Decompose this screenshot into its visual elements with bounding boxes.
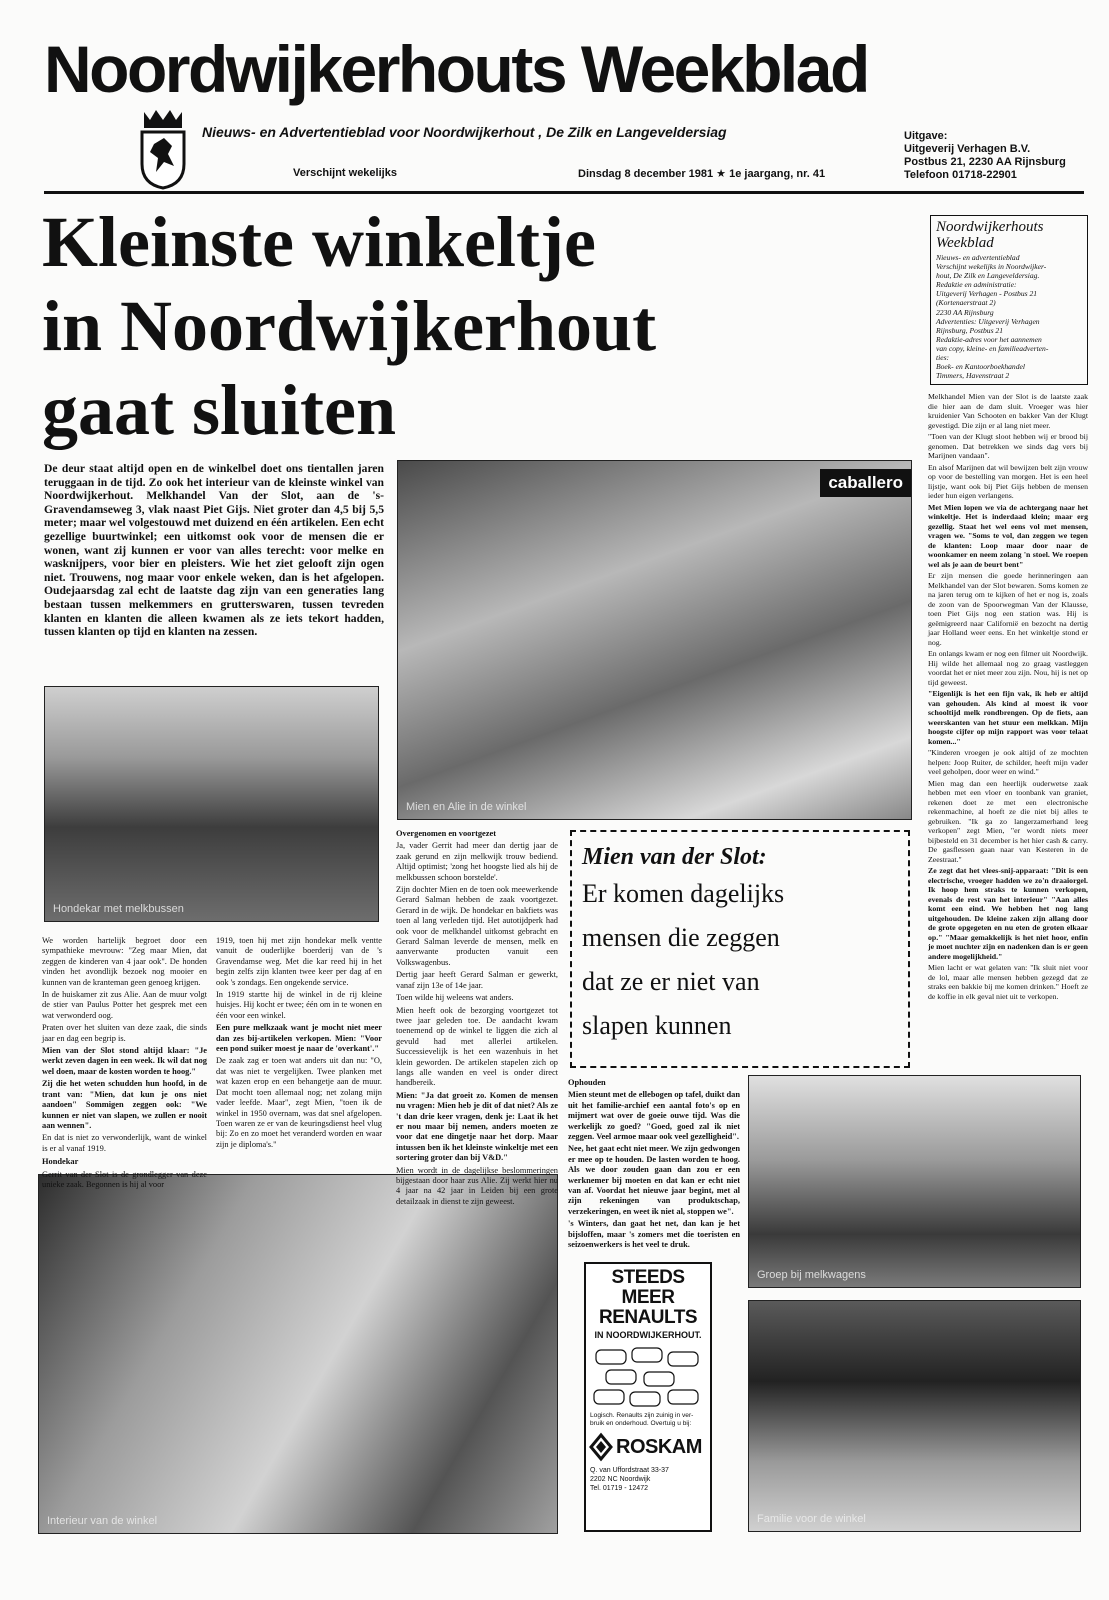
paragraph: Praten over het sluiten van deze zaak, die sinds jaar en dag een begrip is.	[42, 1023, 207, 1043]
cars-illustration-icon	[592, 1344, 704, 1410]
photo-shop-interior	[38, 1174, 558, 1534]
colophon-title	[936, 219, 1082, 251]
colophon-line: Advertenties: Uitgeverij Verhagen	[936, 316, 1040, 326]
paragraph: Toen wilde hij weleens wat anders.	[396, 993, 514, 1003]
paragraph: Mien: "Ja dat groeit zo. Komen de mensen nu vragen: Mien heb je dit of dat niet? Als ze 't dan drie keer vragen, denk je: Laat ik het er nou maar bij nemen, anders moeten ze voor dat ene dingetje naar het dorp. Maar intussen ben ik het kleinste winkeltje met een sortering groter dan bij V&D."	[396, 1090, 558, 1163]
masthead-subtitle: Nieuws- en Advertentieblad voor Noordwijkerhout , De Zilk en Langeveldersiag	[202, 124, 727, 140]
ad-address	[590, 1466, 706, 1493]
masthead-rule	[44, 191, 1084, 194]
ad-headline	[590, 1268, 706, 1328]
section-heading: Ophouden	[568, 1078, 606, 1087]
paragraph: 's Winters, dan gaat het net, dan kan je het bijsloffen, maar 's zomers met die toeristen en seizoenwerkers is het veel te druk.	[568, 1219, 740, 1250]
paragraph: En onlangs kwam er nog een filmer uit Noordwijk. Hij wilde het allemaal nog zo graag vastleggen voordat het er niet meer zou zijn. Nou, hij is net op tijd geweest.	[928, 649, 1088, 687]
photo-caption: Mien en Alie in de winkel	[406, 801, 527, 813]
paragraph: Er zijn mensen die goede herinneringen aan Melkhandel van der Slot bewaren. Soms komen ze na jaren terug om te kijken of het er nog is, zoals de zoon van de Spoorwegman Van der Klausse, toen Piet Gijs nog een station was. Hij is geëmigreerd naar Californië en bezocht na dertig jaar Holland weer eens. En het winkeltje stond er nog.	[928, 571, 1088, 647]
ad-headline-line: MEER	[621, 1287, 675, 1308]
masthead-title: Noordwijkerhouts Weekblad	[44, 32, 868, 106]
paragraph: Zijn dochter Mien en de toen ook meewerkende Gerard Salman hebben de zaak voortgezet. Gerard in de wijk. De hondekar en bakfiets was toen al lang verleden tijd. Het autotijdperk had ook voor de melkhandel uitkomst gebracht en Gerard Salman leverde de mensen, melk en aanverwante producten vanuit een Volkswagenbus.	[396, 885, 558, 967]
ad-subline: IN NOORDWIJKERHOUT.	[594, 1330, 702, 1340]
publisher-line: Postbus 21, 2230 AA Rijnsburg	[904, 156, 1066, 168]
lead-paragraph: De deur staat altijd open en de winkelbel doet ons tientallen jaren teruggaan in de tijd. Zo ook het interieur van de kleinste winkel van Noordwijkerhout. Melkhandel Van der Slot, aan de 's-Gravendamseweg 3, vlak naast Piet Gijs. Niet groter dan 4,5 bij 5,5 meter; maar wel volgestouwd met duizend en één artikelen. Een echt gezellige buurtwinkel; een uitkomst ook voor de mensen die er wonen, want zij kunnen er voor van alles terecht: voor melke en wasknijpers, voor bier en pleisters. Wie het ziet gelooft zijn ogen niet. Trouwens, nog maar voor enkele weken, dan is het afgelopen. Oudejaarsdag zal echt de laatste dag zijn van een generaties lang bestaan tussen melkemmers en grutterswaren, tussen tevreden klanten en klanten die alleen kwamen als ze iets tekort hadden, tussen klanten op tijd en klanten na zessen.	[44, 462, 384, 639]
paragraph: Mien steunt met de ellebogen op tafel, duikt dan uit het familie-archief een aantal foto's op en mijmert wat over de goeie ouwe tijd. Was die werkelijk zo goed? "Goed, goed zal ik niet zeggen. Veel armoe maar ook veel gezelligheid".	[568, 1090, 740, 1142]
column-ophouden	[568, 1075, 740, 1255]
colophon-line: Timmers, Havenstraat 2	[936, 371, 1010, 381]
masthead-frequency: Verschijnt wekelijks	[293, 167, 397, 179]
paragraph: In de huiskamer zit zus Alie. Aan de muur volgt de stier van Paulus Potter het gesprek met een wat verwonderd oog.	[42, 990, 207, 1020]
ad-headline-line: STEEDS	[611, 1267, 685, 1288]
paragraph: Mien heeft ook de bezorging voortgezet tot twee jaar geleden toe. De aandacht kwam toenemend op de winkel te liggen die zich al gevuld had met allerlei artikelen. Successievelijk is het een wazenhuis in het klein geworden. De artikelen stapelen zich op langs alle wanden en veel is onder direct handbereik.	[396, 1005, 558, 1088]
colophon-line: Verschijnt wekelijks in Noordwijker-	[936, 262, 1047, 272]
masthead-publisher	[904, 130, 1104, 186]
ad-dealer: ROSKAM	[616, 1435, 702, 1458]
colophon-line: Redaktie-adres voor het aannemen	[936, 334, 1042, 344]
section-heading: Hondekar	[42, 1157, 79, 1167]
colophon-box	[930, 215, 1088, 385]
right-column	[928, 392, 1088, 1070]
paragraph: In 1919 startte hij de winkel in de rij kleine huisjes. Hij kocht er twee; één om in te wonen en één voor een winkel.	[216, 990, 382, 1020]
paragraph: We worden hartelijk begroet door een sympathieke mevrouw: "Zeg maar Mien, dat zeggen de kinderen van 4 jaar ook". De honden vinden het avondlijk bezoek nog mooier en kunnen van de kranteman geen genoeg krijgen.	[42, 936, 207, 987]
section-heading: Overgenomen en voortgezet	[396, 829, 496, 838]
ad-address-line: Tel. 01719 - 12472	[590, 1485, 648, 1492]
column-center	[396, 826, 558, 1206]
quote-box	[570, 830, 910, 1068]
colophon-line: hout, De Zilk en Langeveldersiag.	[936, 271, 1040, 281]
publisher-line: Uitgave:	[904, 130, 948, 142]
paragraph: De zaak zag er toen wat anders uit dan nu: "O, dat was niet te vergelijken. Twee planken met wat kazen erop en een behangetje aan de muur. Dat mocht toen allemaal nog; net zolang mijn vader leefde. Maar", zegt Mien, "toen ik de winkel in 1950 overnam, was dat snel afgelopen. Toen waren ze er van de keuringsdienst heel vlug bij: Zo en zo moet het veranderd worden en waar zijn je diploma's."	[216, 1056, 382, 1149]
quote-line: Er komen dagelijks	[582, 879, 785, 908]
paragraph: Ze zegt dat het vlees-snij-apparaat: "Dit is een electrische, vroeger hadden we zo'n draaiorgel. Ik hoop hem straks te kunnen verkopen, evenals de rest van het interieur" "Aan alles komt een eind. We hebben het nog lang uitgehouden. De kleine zaken zijn allang door de grote opgegeten en nu eten de groten elkaar op." "Maar gemakkelijk is het niet hoor, enfin je moet nuchter zijn en nadenken dan is er geen andere mogelijkheid."	[928, 866, 1088, 961]
colophon-lines	[936, 253, 1082, 380]
paragraph: Melkhandel Mien van der Slot is de laatste zaak die hier aan de dam sluit. Vroeger was hier kruidenier Van Schooten en bakker Van der Klugt gevestigd. Die zijn er al lang niet meer.	[928, 392, 1088, 430]
headline-line: Kleinste winkeltje	[42, 202, 596, 282]
ad-body-line: bruik en onderhoud. Overtuig u bij:	[590, 1420, 692, 1427]
paragraph: Nee, het gaat echt niet meer. We zijn gedwongen er mee op te houden. De lasten worden te hoog. Als we door zouden gaan dan zou er een werknemer bij moeten en dat kan er echt niet van af. Voordat het nieuwe jaar begint, met al zijn rekeningen van produktschap, verzekeringen, en weet ik niet al, stoppen we".	[568, 1144, 740, 1216]
renault-advertisement	[584, 1262, 712, 1532]
paragraph: Mien lacht er wat gelaten van: "Ik sluit niet voor de lol, maar alle mensen hebben gezegd dat ze straks een bakkie bij me komen drinken." Hoeft ze de koffie in elk geval niet uit te verkopen.	[928, 963, 1088, 1001]
quote-line: mensen die zeggen	[582, 923, 780, 952]
paragraph: Gerrit van der Slot is de grondlegger van deze unieke zaak. Begonnen is hij al voor	[42, 1169, 207, 1189]
colophon-title-line: Weekblad	[936, 235, 994, 251]
ad-body	[590, 1412, 706, 1428]
quote-line: slapen kunnen	[582, 1011, 732, 1040]
headline-line: in Noordwijkerhout	[42, 286, 657, 366]
headline	[42, 200, 902, 455]
publisher-line: Uitgeverij Verhagen B.V.	[904, 143, 1031, 155]
colophon-line: 2230 AA Rijnsburg	[936, 307, 994, 317]
paragraph: En alsof Marijnen dat wil bewijzen belt zijn vrouw op voor de bestelling van morgen. Het is een heel lijstje, want ook bij Piet Gijs hebben de mensen ieder hun eigen verlangens.	[928, 462, 1088, 500]
ad-headline-line: RENAULTS	[598, 1307, 698, 1328]
headline-line: gaat sluiten	[42, 370, 397, 450]
photo-hondekar	[44, 686, 379, 922]
colophon-line: ties:	[936, 353, 950, 363]
renault-logo-icon	[590, 1434, 612, 1460]
shop-sign: caballero	[820, 469, 911, 497]
paragraph: 1919, toen hij met zijn hondekar melk ventte vanuit de ouderlijke boerderij van de 's Gravendamse weg. Met die kar reed hij in het begin zelfs zijn klanten twee keer per dag af en ook 's zondags. Een ongekende service.	[216, 936, 382, 987]
paragraph: Een pure melkzaak want je mocht niet meer dan zes bij-artikelen verkopen. Mien: "Voor een pond suiker moest je naar de 'overkant'."	[216, 1023, 382, 1054]
colophon-line: Rijnsburg, Postbus 21	[936, 325, 1004, 335]
paragraph: "Eigenlijk is het een fijn vak, ik heb er altijd van gehouden. Als kind al moest ik voor schooltijd melk rondbrengen. Op de fiets, aan weerskanten van het stuur een melkkan. Mijn hoogste cijfer op mijn rapport was voor telaat komen..."	[928, 689, 1088, 746]
photo-caption: Familie voor de winkel	[757, 1513, 866, 1525]
colophon-line: Uitgeverij Verhagen - Postbus 21	[936, 289, 1038, 299]
photo-caption: Groep bij melkwagens	[757, 1269, 866, 1281]
publisher-line: Telefoon 01718-22901	[904, 169, 1017, 181]
photo-mien-and-alie	[397, 460, 912, 820]
colophon-line: (Kortenaerstraat 2)	[936, 298, 996, 308]
photo-caption: Hondekar met melkbussen	[53, 903, 184, 915]
paragraph: Dertig jaar heeft Gerard Salman er gewerkt, vanaf zijn 13e of 14e jaar.	[396, 970, 558, 990]
colophon-line: Boek- en Kantoorboekhandel	[936, 362, 1025, 372]
paragraph: Mien mag dan een heerlijk ouderwetse zaak hebben met een vloer en toonbank van graniet, rekenen doet ze met een electronische rekenmachine, al hoeft ze die niet bij alles te gebruiken. "Ik ga zo langerzamerhand leeg verkopen" zegt Mien, "er wordt niets meer bijbesteld en 31 december is het hier cash & carry. De gasflessen gaan naar van Kesteren in de Zeestraat."	[928, 778, 1088, 864]
paragraph: Zij die het weten schudden hun hoofd, in de trant van: "Mien, dat kun je ons niet aandoen" Sommigen zeggen ook: "We kunnen er niet van slapen, we zullen er nooit aan wennen".	[42, 1079, 207, 1130]
photo-family-storefront	[748, 1300, 1081, 1532]
paragraph: Met Mien lopen we via de achtergang naar het winkeltje. Het is inderdaad klein; maar erg gezellig. Staat het wel eens vol met mensen, vragen we. "Soms te vol, dan zeggen we tegen de klanten: Loop maar door naar de woonkamer en neem zolang 'n stoel. We roepen wel als je aan de beurt bent"	[928, 502, 1088, 569]
colophon-line: Redaktie en administratie:	[936, 280, 1017, 290]
colophon-line: van copy, kleine- en familieadverten-	[936, 343, 1049, 353]
paragraph: "Kinderen vroegen je ook altijd of ze mochten helpen: Joop Ruiter, de schilder, heeft mijn vader veel geholpen, door weer en wind."	[928, 748, 1088, 776]
photo-caption: Interieur van de winkel	[47, 1515, 158, 1527]
paragraph: "Toen van der Klugt sloot hebben wij er brood bij genomen. Dat betrekken we sinds dag vers bij Marijnen vandaan".	[928, 432, 1088, 460]
quote-title: Mien van der Slot:	[582, 844, 767, 870]
photo-group-milk-carts	[748, 1075, 1081, 1288]
paragraph: En dat is niet zo verwonderlijk, want de winkel is er al vanaf 1919.	[42, 1133, 207, 1153]
ad-address-line: 2202 NC Noordwijk	[590, 1476, 651, 1483]
paragraph: Mien wordt in de dagelijkse beslommeringen bijgestaan door haar zus Alie. Zij werkt hier nu 4 jaar na 42 jaar in Leiden bij een grote detailzaak in dienst te zijn geweest.	[396, 1165, 558, 1206]
paragraph: Mien van der Slot stond altijd klaar: "Je werkt zeven dagen in een week. Ik wil dat nog wel doen, maar de kosten worden te hoog."	[42, 1046, 207, 1076]
coat-of-arms-icon	[138, 108, 188, 190]
ad-body-line: Logisch. Renaults zijn zuinig in ver-	[590, 1412, 694, 1419]
masthead-issue: Dinsdag 8 december 1981 ★ 1e jaargang, nr. 41	[578, 168, 826, 180]
column-middle	[216, 936, 382, 1172]
ad-address-line: Q. van Uffordstraat 33-37	[590, 1467, 669, 1474]
paragraph: Ja, vader Gerrit had meer dan dertig jaar de zaak gerund en zijn melkwijk trouw bediend. Altijd optimist; 'zong het hoogste lied als hij de melkbussen schoon borstelde'.	[396, 841, 558, 882]
colophon-title-line: Noordwijkerhouts	[936, 219, 1044, 235]
colophon-line: Nieuws- en advertentieblad	[936, 253, 1020, 262]
quote-line: dat ze er niet van	[582, 967, 760, 996]
column-left	[42, 936, 207, 1189]
